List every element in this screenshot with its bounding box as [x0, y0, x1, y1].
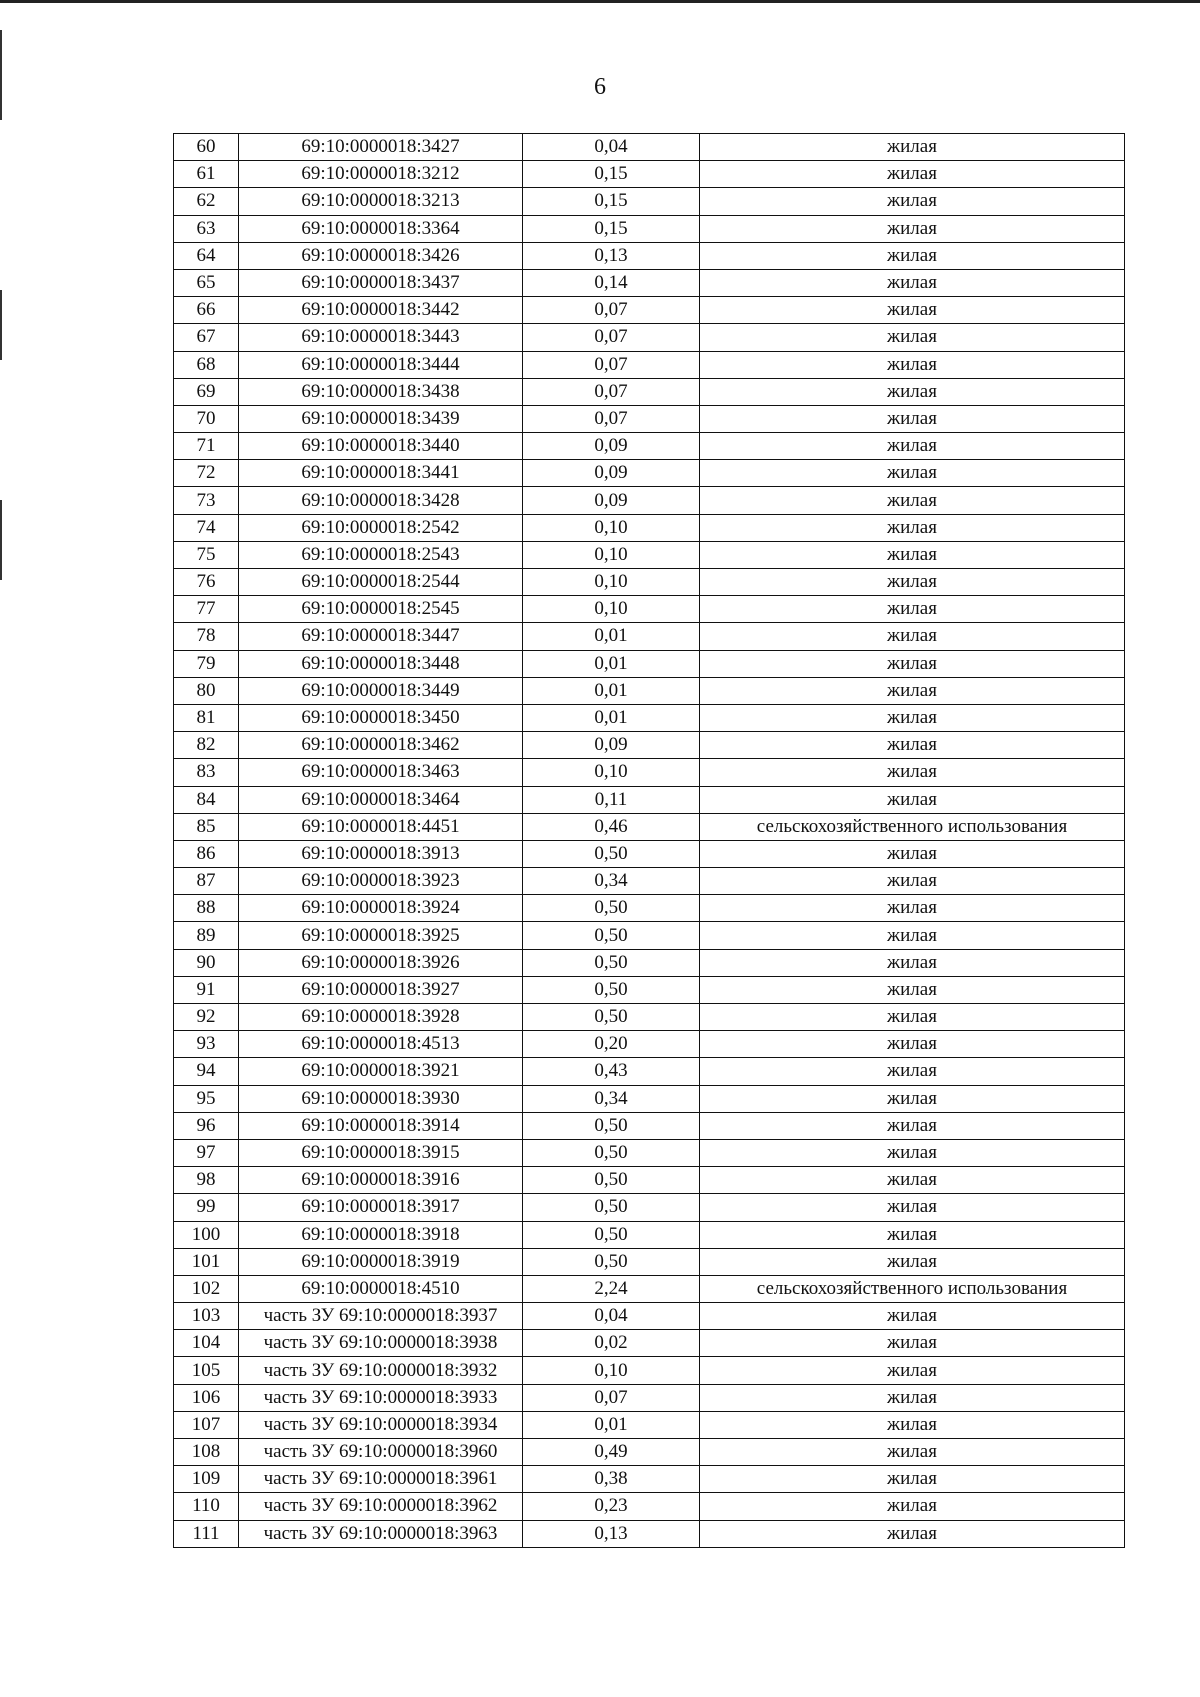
- area-cell: 0,20: [523, 1031, 700, 1058]
- table-row: [174, 405, 1125, 432]
- area-cell: 0,14: [523, 269, 700, 296]
- area-cell: 0,09: [523, 433, 700, 460]
- cadastral-number-cell: часть ЗУ 69:10:0000018:3938: [239, 1330, 523, 1357]
- land-use-cell: жилая: [700, 1194, 1125, 1221]
- table-row: [174, 134, 1125, 161]
- table-row: [174, 1275, 1125, 1302]
- table-row: [174, 922, 1125, 949]
- row-number-cell: 90: [174, 949, 239, 976]
- row-number-cell: 108: [174, 1439, 239, 1466]
- row-number-cell: 67: [174, 324, 239, 351]
- cadastral-number-cell: 69:10:0000018:3930: [239, 1085, 523, 1112]
- cadastral-number-cell: 69:10:0000018:2542: [239, 514, 523, 541]
- land-use-cell: жилая: [700, 868, 1125, 895]
- table-row: [174, 351, 1125, 378]
- land-use-cell: жилая: [700, 1411, 1125, 1438]
- cadastral-number-cell: 69:10:0000018:3364: [239, 215, 523, 242]
- land-use-cell: жилая: [700, 1004, 1125, 1031]
- table-row: [174, 215, 1125, 242]
- land-use-cell: жилая: [700, 541, 1125, 568]
- area-cell: 0,15: [523, 215, 700, 242]
- row-number-cell: 95: [174, 1085, 239, 1112]
- cadastral-number-cell: 69:10:0000018:3923: [239, 868, 523, 895]
- row-number-cell: 100: [174, 1221, 239, 1248]
- land-use-cell: жилая: [700, 378, 1125, 405]
- table-row: [174, 1466, 1125, 1493]
- row-number-cell: 87: [174, 868, 239, 895]
- cadastral-number-cell: 69:10:0000018:3450: [239, 704, 523, 731]
- table-row: [174, 378, 1125, 405]
- area-cell: 0,01: [523, 623, 700, 650]
- area-cell: 0,10: [523, 569, 700, 596]
- land-use-cell: жилая: [700, 405, 1125, 432]
- land-use-cell: жилая: [700, 1357, 1125, 1384]
- land-use-cell: жилая: [700, 1221, 1125, 1248]
- cadastral-number-cell: часть ЗУ 69:10:0000018:3933: [239, 1384, 523, 1411]
- table-row: [174, 1058, 1125, 1085]
- land-use-cell: жилая: [700, 242, 1125, 269]
- row-number-cell: 81: [174, 704, 239, 731]
- cadastral-number-cell: 69:10:0000018:3463: [239, 759, 523, 786]
- row-number-cell: 70: [174, 405, 239, 432]
- row-number-cell: 80: [174, 677, 239, 704]
- table-row: [174, 677, 1125, 704]
- land-use-cell: жилая: [700, 297, 1125, 324]
- table-row: [174, 949, 1125, 976]
- table-row: [174, 623, 1125, 650]
- table-row: [174, 895, 1125, 922]
- land-use-cell: жилая: [700, 1439, 1125, 1466]
- area-cell: 0,11: [523, 786, 700, 813]
- cadastral-number-cell: 69:10:0000018:3212: [239, 161, 523, 188]
- cadastral-number-cell: 69:10:0000018:3448: [239, 650, 523, 677]
- area-cell: 0,23: [523, 1493, 700, 1520]
- land-use-cell: жилая: [700, 1303, 1125, 1330]
- table-row: [174, 1031, 1125, 1058]
- table-row: [174, 161, 1125, 188]
- area-cell: 0,43: [523, 1058, 700, 1085]
- cadastral-number-cell: часть ЗУ 69:10:0000018:3937: [239, 1303, 523, 1330]
- area-cell: 0,01: [523, 704, 700, 731]
- row-number-cell: 73: [174, 487, 239, 514]
- cadastral-number-cell: 69:10:0000018:3926: [239, 949, 523, 976]
- table-row: [174, 1112, 1125, 1139]
- area-cell: 0,50: [523, 976, 700, 1003]
- table-row: [174, 1167, 1125, 1194]
- cadastral-number-cell: 69:10:0000018:4451: [239, 813, 523, 840]
- table-row: [174, 460, 1125, 487]
- row-number-cell: 72: [174, 460, 239, 487]
- area-cell: 0,13: [523, 242, 700, 269]
- area-cell: 0,15: [523, 188, 700, 215]
- area-cell: 0,07: [523, 297, 700, 324]
- cadastral-number-cell: 69:10:0000018:3437: [239, 269, 523, 296]
- cadastral-number-cell: 69:10:0000018:3918: [239, 1221, 523, 1248]
- area-cell: 0,50: [523, 1194, 700, 1221]
- table-row: [174, 297, 1125, 324]
- land-use-cell: жилая: [700, 1493, 1125, 1520]
- table-row: [174, 868, 1125, 895]
- cadastral-number-cell: 69:10:0000018:3913: [239, 840, 523, 867]
- land-use-cell: жилая: [700, 1248, 1125, 1275]
- row-number-cell: 65: [174, 269, 239, 296]
- area-cell: 0,07: [523, 1384, 700, 1411]
- row-number-cell: 85: [174, 813, 239, 840]
- table-row: [174, 1384, 1125, 1411]
- row-number-cell: 66: [174, 297, 239, 324]
- table-row: [174, 433, 1125, 460]
- row-number-cell: 96: [174, 1112, 239, 1139]
- land-use-cell: жилая: [700, 976, 1125, 1003]
- cadastral-number-cell: часть ЗУ 69:10:0000018:3962: [239, 1493, 523, 1520]
- land-use-cell: жилая: [700, 650, 1125, 677]
- row-number-cell: 91: [174, 976, 239, 1003]
- table-row: [174, 188, 1125, 215]
- row-number-cell: 110: [174, 1493, 239, 1520]
- table-row: [174, 514, 1125, 541]
- row-number-cell: 103: [174, 1303, 239, 1330]
- row-number-cell: 94: [174, 1058, 239, 1085]
- row-number-cell: 89: [174, 922, 239, 949]
- cadastral-number-cell: 69:10:0000018:3928: [239, 1004, 523, 1031]
- row-number-cell: 104: [174, 1330, 239, 1357]
- land-parcel-table: [173, 133, 1125, 1548]
- land-use-cell: сельскохозяйственного использования: [700, 1275, 1125, 1302]
- cadastral-number-cell: 69:10:0000018:3439: [239, 405, 523, 432]
- land-use-cell: жилая: [700, 1520, 1125, 1547]
- table-row: [174, 487, 1125, 514]
- cadastral-number-cell: 69:10:0000018:3213: [239, 188, 523, 215]
- table-row: [174, 541, 1125, 568]
- area-cell: 0,01: [523, 650, 700, 677]
- area-cell: 0,04: [523, 1303, 700, 1330]
- cadastral-number-cell: часть ЗУ 69:10:0000018:3961: [239, 1466, 523, 1493]
- land-use-cell: жилая: [700, 1031, 1125, 1058]
- area-cell: 0,07: [523, 324, 700, 351]
- table-row: [174, 269, 1125, 296]
- land-use-cell: жилая: [700, 623, 1125, 650]
- area-cell: 0,50: [523, 1112, 700, 1139]
- row-number-cell: 61: [174, 161, 239, 188]
- row-number-cell: 78: [174, 623, 239, 650]
- row-number-cell: 69: [174, 378, 239, 405]
- cadastral-number-cell: 69:10:0000018:3919: [239, 1248, 523, 1275]
- cadastral-number-cell: 69:10:0000018:3449: [239, 677, 523, 704]
- table-row: [174, 732, 1125, 759]
- cadastral-number-cell: 69:10:0000018:4513: [239, 1031, 523, 1058]
- land-use-cell: жилая: [700, 704, 1125, 731]
- cadastral-number-cell: 69:10:0000018:3927: [239, 976, 523, 1003]
- row-number-cell: 68: [174, 351, 239, 378]
- area-cell: 0,10: [523, 759, 700, 786]
- cadastral-number-cell: 69:10:0000018:3426: [239, 242, 523, 269]
- row-number-cell: 64: [174, 242, 239, 269]
- land-use-cell: жилая: [700, 1112, 1125, 1139]
- table-row: [174, 1330, 1125, 1357]
- land-use-cell: жилая: [700, 840, 1125, 867]
- land-use-cell: жилая: [700, 351, 1125, 378]
- area-cell: 0,34: [523, 868, 700, 895]
- land-use-cell: жилая: [700, 895, 1125, 922]
- table-row: [174, 324, 1125, 351]
- area-cell: 0,09: [523, 487, 700, 514]
- area-cell: 0,46: [523, 813, 700, 840]
- cadastral-number-cell: 69:10:0000018:2543: [239, 541, 523, 568]
- cadastral-number-cell: 69:10:0000018:3442: [239, 297, 523, 324]
- land-use-cell: жилая: [700, 949, 1125, 976]
- area-cell: 0,50: [523, 895, 700, 922]
- land-use-cell: жилая: [700, 922, 1125, 949]
- table-row: [174, 1004, 1125, 1031]
- row-number-cell: 71: [174, 433, 239, 460]
- cadastral-number-cell: 69:10:0000018:3462: [239, 732, 523, 759]
- row-number-cell: 98: [174, 1167, 239, 1194]
- cadastral-number-cell: 69:10:0000018:3447: [239, 623, 523, 650]
- cadastral-number-cell: 69:10:0000018:3917: [239, 1194, 523, 1221]
- area-cell: 0,15: [523, 161, 700, 188]
- land-use-cell: жилая: [700, 324, 1125, 351]
- table-row: [174, 1221, 1125, 1248]
- area-cell: 0,50: [523, 1221, 700, 1248]
- area-cell: 0,04: [523, 134, 700, 161]
- area-cell: 0,09: [523, 460, 700, 487]
- area-cell: 0,10: [523, 1357, 700, 1384]
- area-cell: 0,50: [523, 1004, 700, 1031]
- area-cell: 0,50: [523, 1139, 700, 1166]
- row-number-cell: 62: [174, 188, 239, 215]
- table-row: [174, 1248, 1125, 1275]
- cadastral-number-cell: часть ЗУ 69:10:0000018:3934: [239, 1411, 523, 1438]
- row-number-cell: 101: [174, 1248, 239, 1275]
- land-use-cell: жилая: [700, 786, 1125, 813]
- cadastral-number-cell: 69:10:0000018:3924: [239, 895, 523, 922]
- page-number: 6: [594, 74, 606, 100]
- land-use-cell: жилая: [700, 677, 1125, 704]
- table-row: [174, 1085, 1125, 1112]
- table-row: [174, 242, 1125, 269]
- cadastral-number-cell: 69:10:0000018:3427: [239, 134, 523, 161]
- cadastral-number-cell: 69:10:0000018:3921: [239, 1058, 523, 1085]
- cadastral-number-cell: 69:10:0000018:3915: [239, 1139, 523, 1166]
- cadastral-number-cell: 69:10:0000018:2545: [239, 596, 523, 623]
- row-number-cell: 111: [174, 1520, 239, 1547]
- row-number-cell: 106: [174, 1384, 239, 1411]
- land-use-cell: жилая: [700, 732, 1125, 759]
- land-use-cell: жилая: [700, 596, 1125, 623]
- table-row: [174, 569, 1125, 596]
- area-cell: 0,50: [523, 949, 700, 976]
- table-row: [174, 813, 1125, 840]
- area-cell: 0,10: [523, 541, 700, 568]
- row-number-cell: 75: [174, 541, 239, 568]
- cadastral-number-cell: 69:10:0000018:2544: [239, 569, 523, 596]
- table-row: [174, 596, 1125, 623]
- cadastral-number-cell: 69:10:0000018:3443: [239, 324, 523, 351]
- area-cell: 0,50: [523, 922, 700, 949]
- land-use-cell: жилая: [700, 269, 1125, 296]
- land-use-cell: сельскохозяйственного использования: [700, 813, 1125, 840]
- cadastral-number-cell: 69:10:0000018:3914: [239, 1112, 523, 1139]
- area-cell: 0,09: [523, 732, 700, 759]
- cadastral-number-cell: 69:10:0000018:4510: [239, 1275, 523, 1302]
- row-number-cell: 93: [174, 1031, 239, 1058]
- land-use-cell: жилая: [700, 161, 1125, 188]
- row-number-cell: 88: [174, 895, 239, 922]
- area-cell: 0,50: [523, 1167, 700, 1194]
- area-cell: 2,24: [523, 1275, 700, 1302]
- area-cell: 0,07: [523, 351, 700, 378]
- land-use-cell: жилая: [700, 1058, 1125, 1085]
- cadastral-number-cell: 69:10:0000018:3428: [239, 487, 523, 514]
- land-use-cell: жилая: [700, 460, 1125, 487]
- row-number-cell: 60: [174, 134, 239, 161]
- table-row: [174, 1139, 1125, 1166]
- land-use-cell: жилая: [700, 1167, 1125, 1194]
- land-use-cell: жилая: [700, 569, 1125, 596]
- cadastral-number-cell: часть ЗУ 69:10:0000018:3932: [239, 1357, 523, 1384]
- scan-left-edge-mark: [0, 500, 2, 580]
- area-cell: 0,02: [523, 1330, 700, 1357]
- cadastral-number-cell: 69:10:0000018:3440: [239, 433, 523, 460]
- table-row: [174, 786, 1125, 813]
- area-cell: 0,01: [523, 677, 700, 704]
- area-cell: 0,50: [523, 840, 700, 867]
- land-use-cell: жилая: [700, 188, 1125, 215]
- area-cell: 0,49: [523, 1439, 700, 1466]
- row-number-cell: 63: [174, 215, 239, 242]
- cadastral-number-cell: 69:10:0000018:3925: [239, 922, 523, 949]
- row-number-cell: 92: [174, 1004, 239, 1031]
- row-number-cell: 76: [174, 569, 239, 596]
- row-number-cell: 86: [174, 840, 239, 867]
- cadastral-number-cell: 69:10:0000018:3441: [239, 460, 523, 487]
- cadastral-number-cell: 69:10:0000018:3444: [239, 351, 523, 378]
- cadastral-number-cell: 69:10:0000018:3464: [239, 786, 523, 813]
- table-row: [174, 840, 1125, 867]
- area-cell: 0,34: [523, 1085, 700, 1112]
- cadastral-number-cell: 69:10:0000018:3916: [239, 1167, 523, 1194]
- row-number-cell: 84: [174, 786, 239, 813]
- land-use-cell: жилая: [700, 1139, 1125, 1166]
- row-number-cell: 109: [174, 1466, 239, 1493]
- land-use-cell: жилая: [700, 134, 1125, 161]
- cadastral-number-cell: часть ЗУ 69:10:0000018:3963: [239, 1520, 523, 1547]
- scan-top-edge: [0, 0, 1200, 3]
- area-cell: 0,07: [523, 378, 700, 405]
- scan-left-edge-mark: [0, 290, 2, 360]
- table-row: [174, 650, 1125, 677]
- row-number-cell: 77: [174, 596, 239, 623]
- table-row: [174, 1303, 1125, 1330]
- row-number-cell: 105: [174, 1357, 239, 1384]
- table-body: [174, 134, 1125, 1548]
- area-cell: 0,07: [523, 405, 700, 432]
- land-use-cell: жилая: [700, 487, 1125, 514]
- area-cell: 0,10: [523, 514, 700, 541]
- land-use-cell: жилая: [700, 1466, 1125, 1493]
- row-number-cell: 102: [174, 1275, 239, 1302]
- land-use-cell: жилая: [700, 1384, 1125, 1411]
- land-use-cell: жилая: [700, 759, 1125, 786]
- area-cell: 0,50: [523, 1248, 700, 1275]
- area-cell: 0,01: [523, 1411, 700, 1438]
- table-row: [174, 759, 1125, 786]
- area-cell: 0,10: [523, 596, 700, 623]
- table-row: [174, 704, 1125, 731]
- table-row: [174, 976, 1125, 1003]
- table-row: [174, 1520, 1125, 1547]
- table-row: [174, 1439, 1125, 1466]
- row-number-cell: 82: [174, 732, 239, 759]
- row-number-cell: 99: [174, 1194, 239, 1221]
- land-use-cell: жилая: [700, 433, 1125, 460]
- table-row: [174, 1411, 1125, 1438]
- cadastral-number-cell: 69:10:0000018:3438: [239, 378, 523, 405]
- land-use-cell: жилая: [700, 215, 1125, 242]
- land-use-cell: жилая: [700, 514, 1125, 541]
- row-number-cell: 79: [174, 650, 239, 677]
- table-row: [174, 1357, 1125, 1384]
- row-number-cell: 83: [174, 759, 239, 786]
- land-use-cell: жилая: [700, 1330, 1125, 1357]
- cadastral-number-cell: часть ЗУ 69:10:0000018:3960: [239, 1439, 523, 1466]
- land-use-cell: жилая: [700, 1085, 1125, 1112]
- table-row: [174, 1493, 1125, 1520]
- row-number-cell: 74: [174, 514, 239, 541]
- row-number-cell: 107: [174, 1411, 239, 1438]
- table-row: [174, 1194, 1125, 1221]
- area-cell: 0,38: [523, 1466, 700, 1493]
- area-cell: 0,13: [523, 1520, 700, 1547]
- row-number-cell: 97: [174, 1139, 239, 1166]
